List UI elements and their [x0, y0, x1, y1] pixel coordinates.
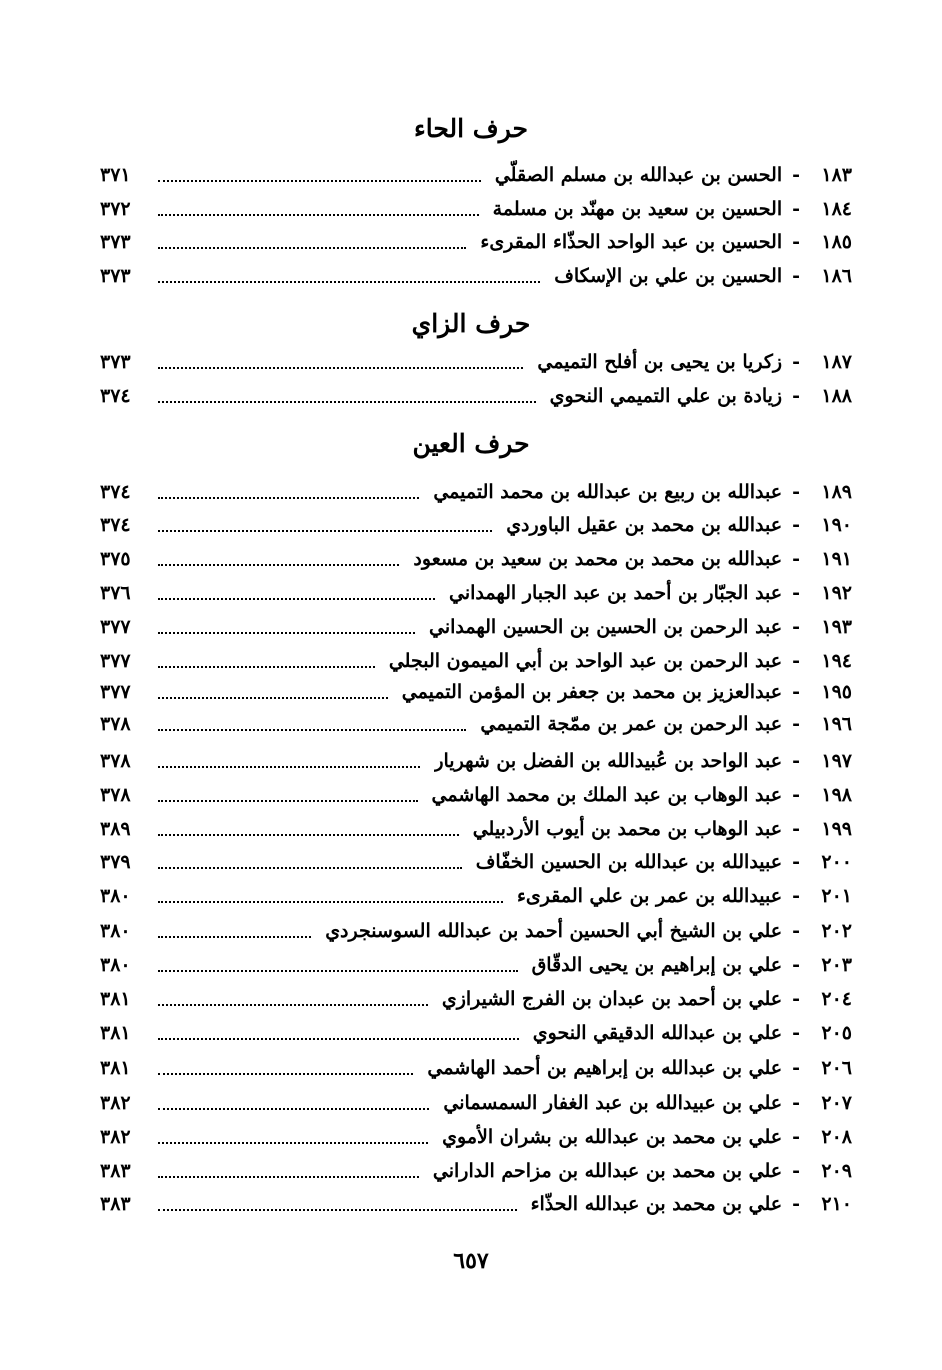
- entry-name: عبدالعزيز بن محمد بن جعفر بن المؤمن التميمي: [401, 681, 783, 703]
- entry-name: عبد الرحمن بن عمر بن ممّجة التميمي: [480, 713, 783, 735]
- entry-page: ٣٨٢: [100, 1126, 131, 1148]
- entry-name: عبد الجبّار بن أحمد بن عبد الجبار الهمداني: [448, 582, 783, 604]
- dot-leader: [158, 632, 415, 634]
- dot-leader: [158, 530, 492, 532]
- entry-page: ٣٧٧: [100, 650, 131, 672]
- entry-number: ١٩٢: [821, 582, 852, 604]
- index-entry: [100, 194, 852, 224]
- entry-page: ٣٧٣: [100, 351, 131, 373]
- entry-page: ٣٨١: [100, 1057, 131, 1079]
- dot-leader: [158, 281, 540, 283]
- index-entry: [100, 227, 852, 257]
- dot-leader: [158, 697, 388, 699]
- entry-separator: -: [792, 681, 800, 703]
- index-entry: [100, 160, 852, 190]
- entry-separator: -: [792, 548, 800, 570]
- dot-leader: [158, 666, 375, 668]
- index-entry: [100, 646, 852, 676]
- entry-number: ١٨٦: [821, 265, 852, 287]
- entry-number: ٢٠١: [821, 885, 852, 907]
- entry-page: ٣٧٤: [100, 385, 131, 407]
- index-entry: [100, 1122, 852, 1152]
- entry-separator: -: [792, 713, 800, 735]
- entry-page: ٣٧٣: [100, 231, 131, 253]
- entry-name: علي بن محمد بن عبدالله بن بشران الأموي: [442, 1126, 783, 1148]
- entry-page: ٣٧٧: [100, 681, 131, 703]
- entry-page: ٣٧٨: [100, 750, 131, 772]
- dot-leader: [158, 729, 466, 731]
- dot-leader: [158, 1073, 413, 1075]
- dot-leader: [158, 1038, 519, 1040]
- index-entry: [100, 780, 852, 810]
- dot-leader: [158, 766, 420, 768]
- entry-page: ٣٧٧: [100, 616, 131, 638]
- entry-separator: -: [792, 265, 800, 287]
- entry-number: ١٩١: [821, 548, 852, 570]
- entry-name: علي بن عبدالله بن إبراهيم بن أحمد الهاشمي: [427, 1057, 783, 1079]
- index-entry: [100, 1018, 852, 1048]
- entry-name: عبد الوهاب بن عبد الملك بن محمد الهاشمي: [431, 784, 783, 806]
- entry-separator: -: [792, 1126, 800, 1148]
- dot-leader: [158, 1142, 428, 1144]
- index-entry: [100, 1156, 852, 1186]
- entry-page: ٣٨٢: [100, 1092, 131, 1114]
- entry-page: ٣٧٤: [100, 481, 131, 503]
- entry-name: عبدالله بن ربيع بن عبدالله بن محمد التميمي: [433, 481, 783, 503]
- entry-page: ٣٧١: [100, 164, 131, 186]
- entry-separator: -: [792, 988, 800, 1010]
- entry-name: علي بن أحمد بن عبدان بن الفرج الشيرازي: [441, 988, 783, 1010]
- entry-number: ١٨٥: [821, 231, 852, 253]
- entry-number: ٢٠٩: [821, 1160, 852, 1182]
- entry-separator: -: [792, 582, 800, 604]
- dot-leader: [158, 936, 311, 938]
- entry-number: ٢٠٨: [821, 1126, 852, 1148]
- dot-leader: [158, 901, 503, 903]
- entry-separator: -: [792, 351, 800, 373]
- entry-number: ٢٠٥: [821, 1022, 852, 1044]
- index-entry: [100, 1189, 852, 1219]
- entry-separator: -: [792, 784, 800, 806]
- entry-page: ٣٨٣: [100, 1193, 131, 1215]
- dot-leader: [158, 970, 518, 972]
- index-entry: [100, 916, 852, 946]
- dot-leader: [158, 497, 419, 499]
- index-entry: [100, 612, 852, 642]
- entry-number: ١٨٣: [821, 164, 852, 186]
- entry-name: زكريا بن يحيى بن أفلح التميمي: [537, 351, 783, 373]
- index-entry: [100, 950, 852, 980]
- entry-number: ١٩٠: [821, 514, 852, 536]
- entry-separator: -: [792, 650, 800, 672]
- index-entry: [100, 881, 852, 911]
- dot-leader: [158, 180, 481, 182]
- dot-leader: [158, 1004, 428, 1006]
- entry-page: ٣٧٢: [100, 198, 131, 220]
- entry-page: ٣٧٩: [100, 851, 131, 873]
- dot-leader: [158, 800, 418, 802]
- entry-name: عبد الواحد بن عُبيدالله بن الفضل بن شهريار: [434, 750, 783, 772]
- entry-separator: -: [792, 231, 800, 253]
- dot-leader: [158, 1176, 419, 1178]
- entry-separator: -: [792, 920, 800, 942]
- index-entry: [100, 1053, 852, 1083]
- index-entry: [100, 381, 852, 411]
- entry-page: ٣٨١: [100, 988, 131, 1010]
- entry-name: زيادة بن علي التميمي النحوي: [549, 385, 783, 407]
- dot-leader: [158, 867, 462, 869]
- entry-number: ١٩٤: [821, 650, 852, 672]
- section-heading-haa: حرف الحاء: [414, 114, 528, 143]
- entry-page: ٣٨١: [100, 1022, 131, 1044]
- dot-leader: [158, 598, 435, 600]
- index-entry: [100, 510, 852, 540]
- entry-number: ١٨٧: [821, 351, 852, 373]
- index-entry: [100, 677, 852, 707]
- entry-separator: -: [792, 616, 800, 638]
- entry-number: ١٨٤: [821, 198, 852, 220]
- index-entry: [100, 261, 852, 291]
- entry-name: علي بن عبدالله الدقيقي النحوي: [532, 1022, 783, 1044]
- entry-name: علي بن محمد بن عبدالله بن مزاحم الداراني: [432, 1160, 783, 1182]
- dot-leader: [158, 1209, 517, 1211]
- entry-separator: -: [792, 1193, 800, 1215]
- entry-name: عبيدالله بن عبدالله بن الحسين الخفّاف: [475, 851, 783, 873]
- entry-number: ٢٠٤: [821, 988, 852, 1010]
- entry-number: ٢٠٣: [821, 954, 852, 976]
- section-heading-ain: حرف العين: [412, 429, 530, 458]
- entry-number: ١٩٣: [821, 616, 852, 638]
- index-entry: [100, 847, 852, 877]
- entry-separator: -: [792, 1092, 800, 1114]
- entry-number: ٢١٠: [821, 1193, 852, 1215]
- entry-name: علي بن الشيخ أبي الحسين أحمد بن عبدالله السوسنجردي: [325, 920, 783, 942]
- entry-separator: -: [792, 750, 800, 772]
- entry-name: عبدالله بن محمد بن عقيل الباوردي: [506, 514, 783, 536]
- entry-name: علي بن إبراهيم بن يحيى الدقّاق: [531, 954, 783, 976]
- entry-number: ١٩٥: [821, 681, 852, 703]
- entry-number: ٢٠٢: [821, 920, 852, 942]
- entry-number: ١٩٨: [821, 784, 852, 806]
- entry-separator: -: [792, 164, 800, 186]
- entry-separator: -: [792, 1057, 800, 1079]
- index-entry: [100, 709, 852, 739]
- entry-separator: -: [792, 954, 800, 976]
- entry-separator: -: [792, 514, 800, 536]
- entry-name: الحسين بن علي بن الإسكاف: [554, 265, 783, 287]
- entry-separator: -: [792, 818, 800, 840]
- dot-leader: [158, 564, 399, 566]
- entry-name: عبدالله بن محمد بن محمد بن سعيد بن مسعود: [413, 548, 783, 570]
- entry-separator: -: [792, 385, 800, 407]
- entry-separator: -: [792, 198, 800, 220]
- entry-number: ١٨٨: [821, 385, 852, 407]
- entry-name: الحسين بن سعيد بن مهنّد بن مسلمة: [492, 198, 783, 220]
- index-entry: [100, 544, 852, 574]
- entry-page: ٣٨٣: [100, 1160, 131, 1182]
- index-entry: [100, 578, 852, 608]
- section-heading-zay: حرف الزاي: [411, 309, 531, 338]
- index-entry: [100, 984, 852, 1014]
- dot-leader: [158, 834, 459, 836]
- index-entry: [100, 477, 852, 507]
- entry-name: علي بن عبيدالله بن عبد الغفار السمسماني: [443, 1092, 783, 1114]
- index-entry: [100, 347, 852, 377]
- entry-number: ١٩٧: [821, 750, 852, 772]
- entry-page: ٣٧٣: [100, 265, 131, 287]
- entry-separator: -: [792, 851, 800, 873]
- index-entry: [100, 746, 852, 776]
- entry-number: ١٩٩: [821, 818, 852, 840]
- entry-separator: -: [792, 1160, 800, 1182]
- entry-name: علي بن محمد بن عبدالله الحذّاء: [530, 1193, 783, 1215]
- entry-separator: -: [792, 481, 800, 503]
- entry-name: عبد الرحمن بن الحسين بن الحسين الهمداني: [428, 616, 783, 638]
- entry-name: عبيدالله بن عمر بن علي المقرىء: [516, 885, 783, 907]
- entry-number: ٢٠٦: [821, 1057, 852, 1079]
- entry-number: ١٨٩: [821, 481, 852, 503]
- entry-number: ١٩٦: [821, 713, 852, 735]
- entry-page: ٣٧٥: [100, 548, 131, 570]
- entry-page: ٣٧٨: [100, 713, 131, 735]
- entry-number: ٢٠٠: [821, 851, 852, 873]
- index-entry: [100, 814, 852, 844]
- entry-page: ٣٨٩: [100, 818, 131, 840]
- dot-leader: [158, 367, 523, 369]
- entry-separator: -: [792, 885, 800, 907]
- index-entry: [100, 1088, 852, 1118]
- entry-name: الحسين بن عبد الواحد الحذّاء المقرىء: [480, 231, 783, 253]
- dot-leader: [158, 214, 479, 216]
- entry-name: عبد الرحمن بن عبد الواحد بن أبي الميمون البجلي: [388, 650, 783, 672]
- entry-number: ٢٠٧: [821, 1092, 852, 1114]
- entry-page: ٣٨٠: [100, 885, 131, 907]
- dot-leader: [158, 401, 536, 403]
- dot-leader: [158, 1108, 429, 1110]
- entry-name: الحسن بن عبدالله بن مسلم الصقلّي: [494, 164, 783, 186]
- entry-page: ٣٧٦: [100, 582, 131, 604]
- entry-name: عبد الوهاب بن محمد بن أيوب الأردبيلي: [472, 818, 783, 840]
- entry-separator: -: [792, 1022, 800, 1044]
- entry-page: ٣٧٤: [100, 514, 131, 536]
- dot-leader: [158, 247, 466, 249]
- entry-page: ٣٨٠: [100, 954, 131, 976]
- entry-page: ٣٨٠: [100, 920, 131, 942]
- entry-page: ٣٧٨: [100, 784, 131, 806]
- page-number: ٦٥٧: [453, 1248, 489, 1274]
